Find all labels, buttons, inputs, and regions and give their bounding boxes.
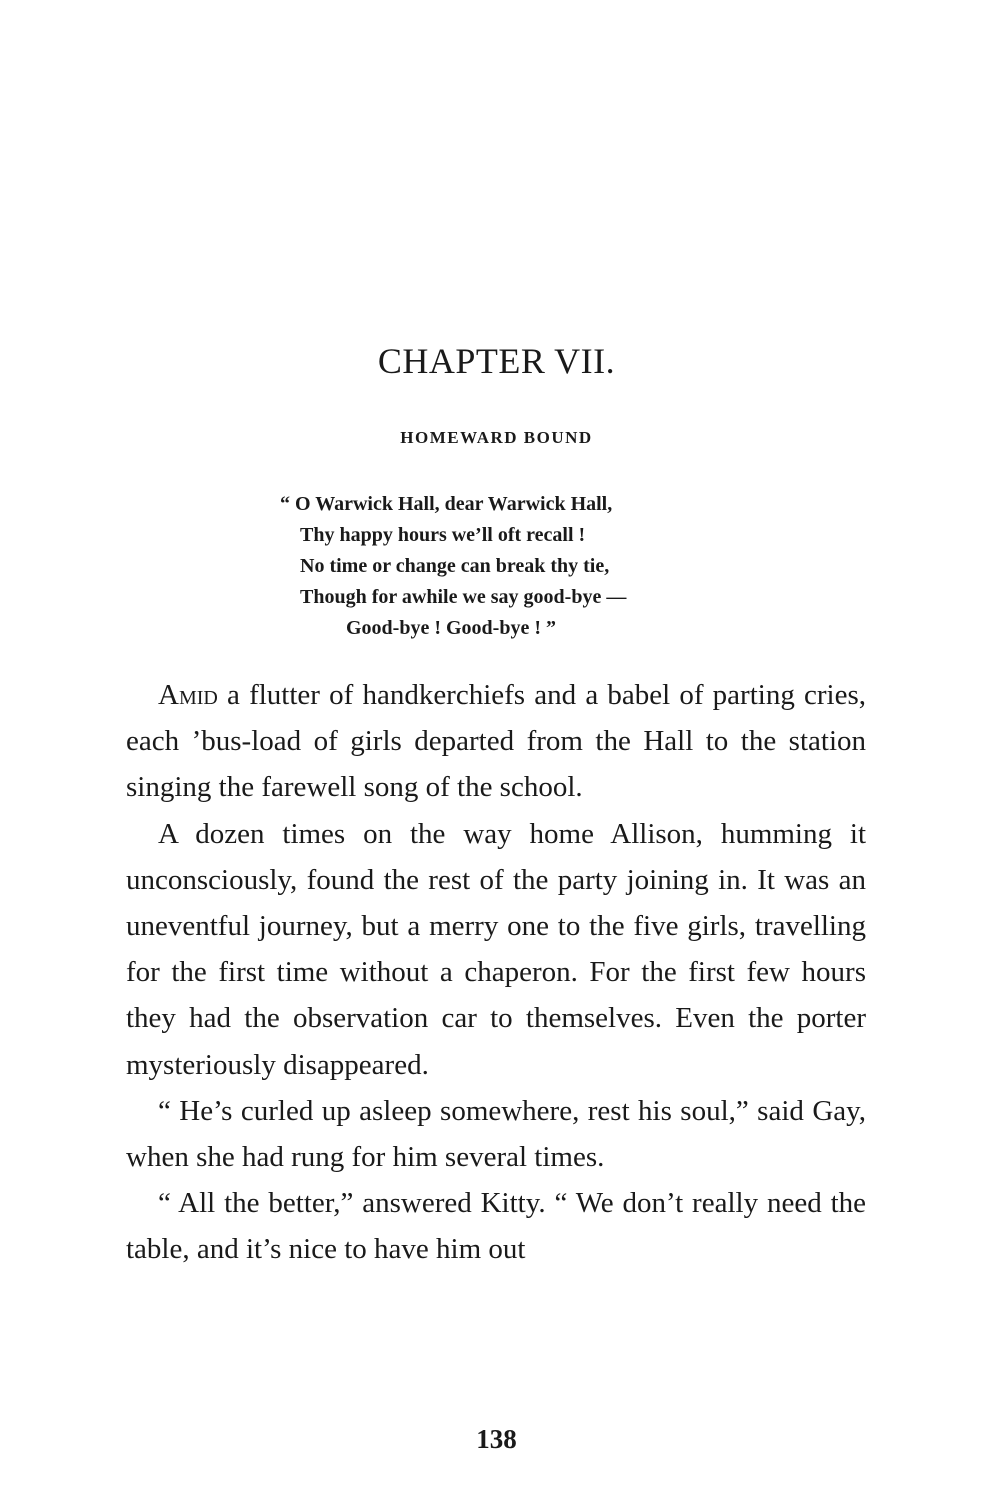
chapter-subtitle: HOMEWARD BOUND [400, 428, 593, 447]
epigraph-line: Though for awhile we say good-bye — [300, 586, 627, 608]
chapter-title: CHAPTER VII. [377, 341, 616, 381]
epigraph [280, 489, 760, 644]
drop-word: Amid [158, 679, 218, 711]
epigraph-line: No time or change can break thy tie, [300, 555, 610, 577]
epigraph-line: Good-bye ! Good-bye ! ” [346, 617, 556, 639]
paragraph: A dozen times on the way home Allison, humming it unconsciously, found the rest of the party joining in. It was an uneventful journey, but a merry one to the five girls, travelling for the first time without a chaperon. For the first few hours they had the observation car to themselves. Even the porter mysteriously disappeared. [126, 817, 866, 1081]
paragraph: “ He’s curled up asleep somewhere, rest his soul,” said Gay, when she had rung for him several times. [126, 1094, 866, 1174]
epigraph-line: “ O Warwick Hall, dear Warwick Hall, [280, 493, 613, 515]
page-number: 138 [476, 1424, 517, 1454]
paragraph [126, 672, 866, 811]
paragraph-text: a flutter of handkerchiefs and a babel of parting cries, each ’bus-load of girls departed from the Hall to the station singing the farewell song of the school. [126, 679, 866, 804]
epigraph-line: Thy happy hours we’ll oft recall ! [300, 524, 586, 546]
paragraph: “ All the better,” answered Kitty. “ We don’t really need the table, and it’s nice to have him out [126, 1187, 866, 1266]
body-text [126, 672, 866, 1273]
